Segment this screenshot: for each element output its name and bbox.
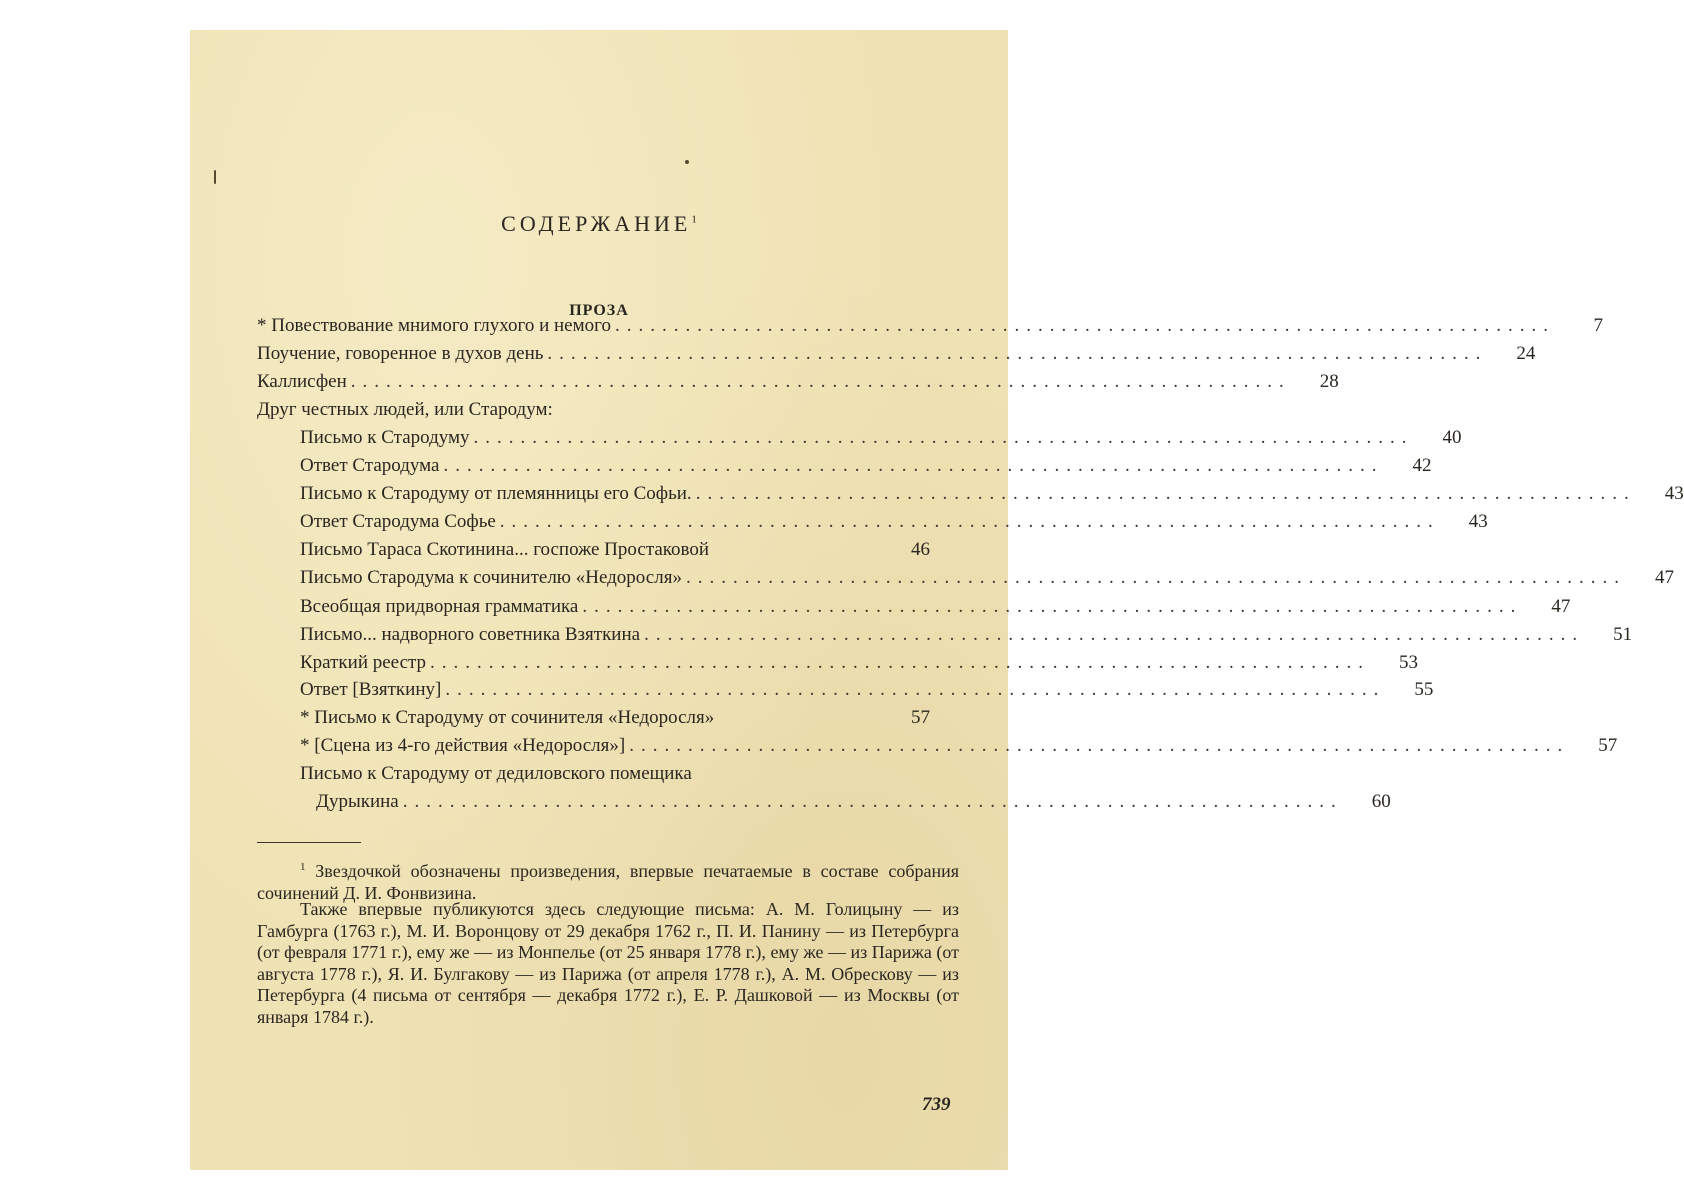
toc-entry-title: Письмо... надворного советника Взяткина [300, 624, 641, 645]
toc-entry-page: 51 [1613, 624, 1633, 645]
footnote-paragraph-2: Также впервые публикуются здесь следующие письма: А. М. Голицыну — из Гамбурга (1763 г.), М. И. Воронцову от 29 декабря 1762 г., П. И. Панину — из Петербурга (от февраля 1771 г.), ему же — из Монпелье (от 25 января 1778 г.), ему же — из Парижа (от августа 1778 г.), Я. И. Булгакову — из Парижа (от апреля 1778 г.), А. М. Обрескову — из Петербурга (4 письма от сентября — декабря 1772 г.), Е. Р. Дашковой — из Москвы (от января 1784 г.). [257, 899, 959, 1027]
toc-entry [300, 595, 1571, 619]
footnote-marker: 1 [300, 861, 306, 873]
toc-entry-title: Каллисфен [257, 371, 347, 392]
toc-entry-page: 57 [1598, 735, 1618, 756]
toc-entry-page: 40 [1442, 427, 1462, 448]
toc-entry-title: Поучение, говоренное в духов день [257, 343, 544, 364]
toc-entry [257, 314, 1603, 338]
toc-entry [316, 790, 1391, 814]
toc-entry-page: 46 [911, 539, 930, 560]
toc-entry [300, 678, 1434, 702]
toc-entry-title: Друг честных людей, или Стародум: [257, 399, 553, 420]
toc-entry-title: Ответ [Взяткину] [300, 679, 442, 700]
toc-entry-page: 47 [1654, 567, 1674, 588]
toc-entry-page: 53 [1399, 652, 1419, 673]
dot-leader: ................................................................................ [629, 735, 1570, 756]
toc-entry-title: Всеобщая придворная грамматика [300, 596, 579, 617]
toc-entry [300, 426, 1462, 450]
dot-leader: ................................................................................ [695, 483, 1636, 504]
toc-entry-page: 60 [1371, 791, 1391, 812]
toc-entry [257, 398, 930, 422]
paper-speck [685, 160, 689, 164]
toc-entry-page: 47 [1551, 596, 1571, 617]
toc-entry [300, 706, 930, 730]
toc-entry-title: * Повествование мнимого глухого и немого [257, 315, 611, 336]
dot-leader: ................................................................................ [350, 371, 1291, 392]
dot-leader: ................................................................................ [685, 567, 1626, 588]
page-title: СОДЕРЖАНИЕ$^1$ [501, 211, 697, 236]
dot-leader: ................................................................................ [430, 652, 1371, 673]
toc-entry-page: 43 [1468, 511, 1488, 532]
toc-entry-title: * Письмо к Стародуму от сочинителя «Недоросля» [300, 707, 715, 728]
toc-entry-page: 42 [1412, 455, 1432, 476]
toc-entry-title: Письмо Стародума к сочинителю «Недоросля» [300, 567, 682, 588]
toc-entry [300, 651, 1419, 675]
toc-entry [300, 510, 1488, 534]
toc-entry-title: * [Сцена из 4-го действия «Недоросля»] [300, 735, 626, 756]
toc-entry-title: Письмо к Стародуму [300, 427, 470, 448]
dot-leader: ................................................................................ [443, 455, 1384, 476]
toc-entry-title: Письмо Тараса Скотинина... госпоже Простаковой [300, 539, 710, 560]
page-number: 739 [922, 1094, 951, 1115]
toc-entry [300, 566, 1674, 590]
toc-entry [257, 342, 1536, 366]
toc-entry [300, 482, 1684, 506]
dot-leader: ................................................................................ [614, 315, 1555, 336]
toc-entry-page: 55 [1414, 679, 1434, 700]
dot-leader: ................................................................................ [402, 791, 1343, 812]
toc-entry-page: 28 [1319, 371, 1339, 392]
toc-entry-title: Краткий реестр [300, 652, 427, 673]
toc-entry [257, 370, 1339, 394]
toc-entry-title: Ответ Стародума [300, 455, 440, 476]
toc-entry-page: 43 [1664, 483, 1684, 504]
toc-entry-page: 24 [1516, 343, 1536, 364]
paper-speck [214, 170, 216, 184]
toc-entry [300, 762, 930, 786]
toc-entry [300, 454, 1432, 478]
toc-entry-page: 7 [1593, 315, 1603, 336]
toc-entry-page: 57 [911, 707, 930, 728]
toc-entry-title: Дурыкина [316, 791, 399, 812]
toc-entry [300, 538, 930, 562]
dot-leader: ................................................................................ [445, 679, 1386, 700]
dot-leader: ................................................................................ [499, 511, 1440, 532]
toc-entry-title: Письмо к Стародуму от дедиловского помещика [300, 763, 692, 784]
footnote-rule [257, 842, 361, 843]
title-footnote-marker: 1 [691, 213, 697, 226]
footnote-paragraph-1: $^1$ Звездочкой обозначены произведения, впервые печатаемые в составе собрания сочинений Д. И. Фонвизина. [257, 861, 960, 903]
section-heading: ПРОЗА [569, 302, 629, 319]
toc-entry [300, 734, 1618, 758]
toc-entry-title: Письмо к Стародуму от племянницы его Софьи. [300, 483, 692, 504]
dot-leader: ................................................................................ [644, 624, 1585, 645]
dot-leader: ................................................................................ [582, 596, 1523, 617]
dot-leader: ................................................................................ [473, 427, 1414, 448]
toc-entry [300, 623, 1633, 647]
toc-entry-title: Ответ Стародума Софье [300, 511, 496, 532]
dot-leader: ................................................................................ [547, 343, 1488, 364]
